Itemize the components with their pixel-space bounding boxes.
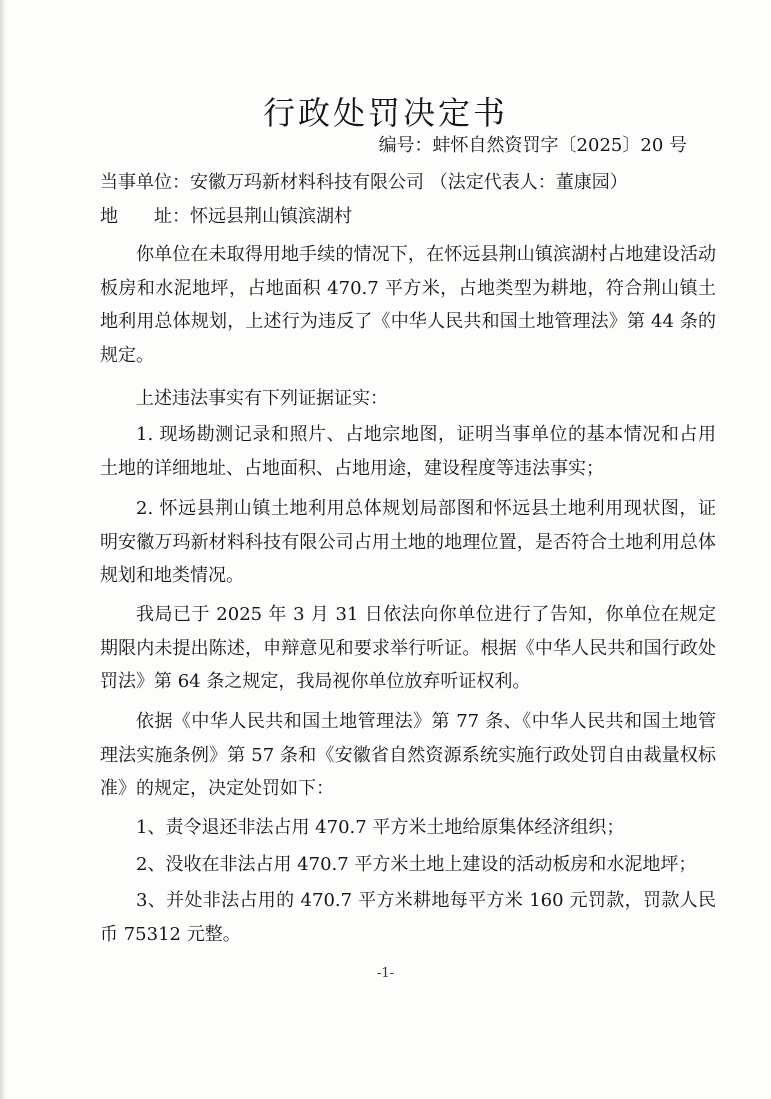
party-line: 当事单位：安徽万玛新材料科技有限公司 （法定代表人：董康园） [100,172,628,193]
page-number: -1- [376,966,395,981]
paragraph-evidence-1: 1. 现场勘测记录和照片、占地宗地图，证明当事单位的基本情况和占用土地的详细地址、占地面积、占地用途，建设程度等违法事实； [100,424,716,479]
paragraph-evidence-2: 2. 怀远县荆山镇土地利用总体规划局部图和怀远县土地利用现状图，证明安徽万玛新材料科技有限公司占用土地的地理位置，是否符合土地利用总体规划和地类情况。 [100,498,716,587]
penalty-item-2: 2、没收在非法占用 470.7 平方米土地上建设的活动板房和水泥地坪； [136,854,697,875]
paragraph-violation-facts: 你单位在未取得用地手续的情况下，在怀远县荆山镇滨湖村占地建设活动板房和水泥地坪，占地面积 470.7 平方米，占地类型为耕地，符合荆山镇土地利用总体规划，上述行为违反了《中华人民共和国土地管理法》第 44 条的规定。 [100,244,716,366]
paragraph-legal-basis: 依据《中华人民共和国土地管理法》第 77 条、《中华人民共和国土地管理法实施条例》第 57 条和《安徽省自然资源系统实施行政处罚自由裁量权标准》的规定，决定处罚如下： [100,711,716,800]
document-title: 行政处罚决定书 [262,94,508,132]
penalty-item-1: 1、责令退还非法占用 470.7 平方米土地给原集体经济组织； [136,817,625,838]
penalty-item-3: 3、并处非法占用的 470.7 平方米耕地每平方米 160 元罚款，罚款人民币 75312 元整。 [100,890,716,945]
paragraph-evidence-intro: 上述违法事实有下列证据证实： [136,388,388,409]
document-number: 编号：蚌怀自然资罚字〔2025〕20 号 [378,135,687,156]
address-line: 地 址：怀远县荆山镇滨湖村 [100,206,352,227]
scan-edge-shadow [0,0,6,1099]
paragraph-notification: 我局已于 2025 年 3 月 31 日依法向你单位进行了告知，你单位在规定期限内未提出陈述，申辩意见和要求举行听证。根据《中华人民共和国行政处罚法》第 64 条之规定，我局视你单位放弃听证权利。 [100,604,716,693]
